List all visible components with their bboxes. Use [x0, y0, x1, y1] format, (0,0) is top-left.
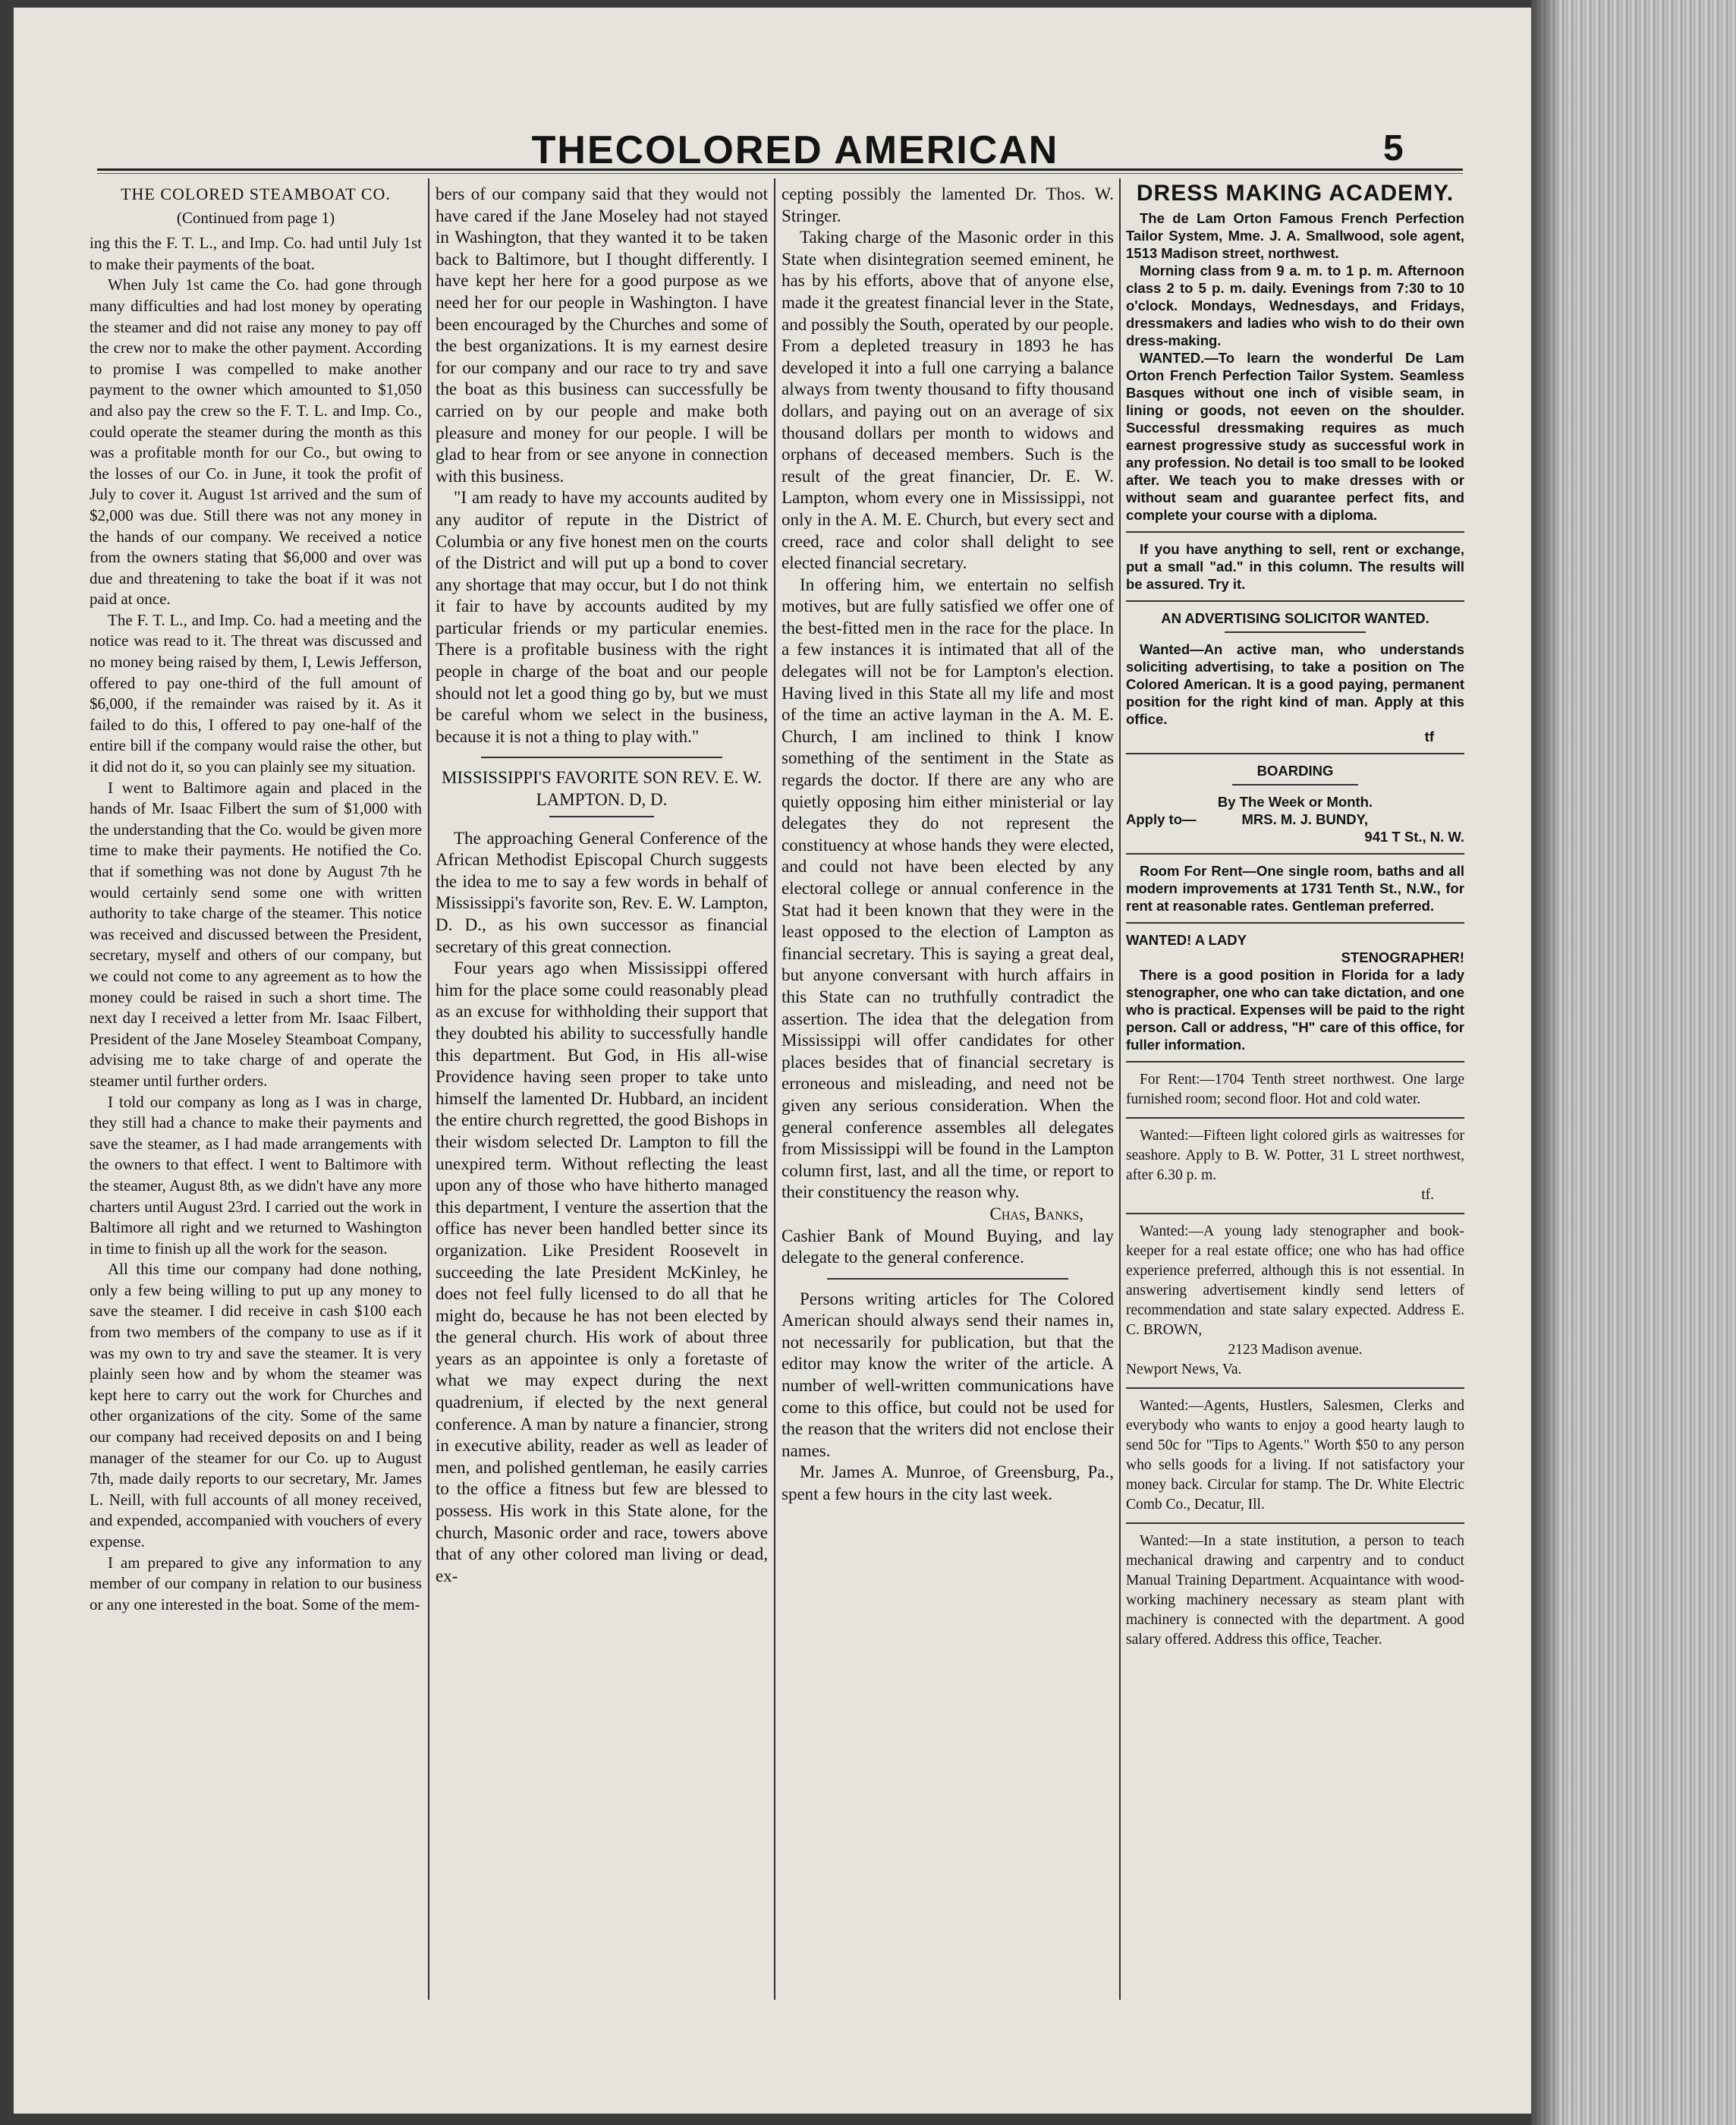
masthead-rule	[97, 168, 1463, 171]
ad-text: Wanted:—A young lady stenographer and book-keeper for a real estate office; one who has had office experience preferred, although this is not essential. In answering advertisement kindly send letters of recommendation and state salary expected. Address E. C. BROWN,	[1126, 1223, 1464, 1338]
ad-text: 2123 Madison avenue.	[1228, 1342, 1363, 1358]
divider	[1126, 600, 1464, 602]
paragraph: Mr. James A. Munroe, of Greensburg, Pa., spent a few hours in the city last week.	[782, 1462, 1114, 1504]
column-3	[782, 184, 1114, 1998]
divider	[1126, 753, 1464, 754]
paragraph: When July 1st came the Co. had gone through many difficulties and had lost money by operating the steamer and did not raise any money to pay off the crew nor to make the other payment. According to promise I was compelled to make another payment to the owner which amounted to $1,050 and also pay the crew so the F. T. L. and Imp. Co., could operate the steamer during the month as this was a profitable month for our Co., but owing to the losses of our Co. in June, it took the profit of July to cover it. August 1st arrived and the sum of $2,000 was due. Still there was not any money in the hands of our company. We received a notice from the owners stating that $6,000 and over was due and threatening to take the boat if it was not paid at once.	[90, 275, 422, 609]
book-gutter-shadow	[1531, 0, 1561, 2125]
page-number: 5	[1383, 128, 1404, 168]
ad-tag: tf.	[1421, 1187, 1434, 1203]
column-divider-3	[1119, 178, 1121, 2000]
dress-academy-title: DRESS MAKING ACADEMY.	[1136, 184, 1455, 206]
divider	[549, 816, 654, 817]
continued-note: (Continued from page 1)	[176, 208, 335, 227]
steamboat-heading: THE COLORED STEAMBOAT CO.	[121, 184, 391, 203]
ad-text: Wanted:—In a state institution, a person to teach mechanical drawing and carpentry and to conduct Manual Training Department. Acquaintance with wood-working machinery necessary as steam plant with machinery is connected with the department. A good salary offered. Address this office, Teacher.	[1126, 1533, 1464, 1648]
column-4-ads	[1126, 184, 1464, 1998]
ad-text: There is a good position in Florida for a lady stenographer, one who can take dictation, and one who is practical. Expenses will be paid to the right person. Call or address, "H" care of this office, for fuller information.	[1126, 967, 1464, 1053]
paragraph: In offering him, we entertain no selfish motives, but are fully satisfied we offer one of the best-fitted men in the race for the place. In a few instances it is intimated that all of the delegates will not be for Lampton's election. Having lived in this State all my life and most of the time an active layman in the A. M. E. Church, I am inclined to think I know something of the sentiment in the State as regards the doctor. If there are any who are quietly opposing him either ministerial or lay delegates they do not represent the constituency at whose hands they were elected, and could not have been elected by any electoral college or annual conference in the Stat had it been known that they were in the least opposed to the election of Lampton as financial secretary. This is saying a great deal, but anyone conversant with hurch affairs in this State can no truthfully contradict the assertion. The idea that the delegation from Mississippi will offer candidates for other places besides that of financial secretary is erroneous and misleading, and need not be given any serious consideration. When the general conference assembles all delegates from Mississippi will be found in the Lampton column first, last, and all the time, or report to their constituency the reason why.	[782, 575, 1114, 1202]
ad-text: Wanted—An active man, who understands soliciting advertising, to take a position on The Colored American. It is a good paying, permanent position for the right kind of man. Apply at this office.	[1126, 641, 1464, 727]
paragraph: "I am ready to have my accounts audited by any auditor of repute in the District of Columbia or any five honest men on the courts of the District and will put up a bond to cover any shortage that may occur, but I do not think it fair to have by accounts audited by my particular friends or my particular enemies. There is a profitable business with the right people in charge of the boat and our people should not let a good thing go by, but we must be careful whom we select in the business, because it is not a thing to play with."	[436, 488, 768, 746]
ad-text: Morning class from 9 a. m. to 1 p. m. Afternoon class 2 to 5 p. m. daily. Evenings from 7:30 to 10 o'clock. Mondays, Wednesdays, and Fridays, dressmakers and ladies who wish to do their own dress-making.	[1126, 263, 1464, 348]
divider	[1126, 531, 1464, 533]
lampton-heading: MISSISSIPPI'S FAVORITE SON REV. E. W. LAMPTON. D, D.	[441, 768, 763, 810]
ad-text: WANTED! A LADY	[1126, 932, 1247, 948]
paragraph: ing this the F. T. L., and Imp. Co. had until July 1st to make their payments of the boat.	[90, 234, 422, 273]
ad-text: Apply to—	[1126, 811, 1197, 827]
paragraph: The F. T. L., and Imp. Co. had a meeting and the notice was read to it. The threat was discussed and no money being raised by them, I, Lewis Jefferson, offered to pay one-third of the full amount of $6,000, if the remainder was raised by it. As it failed to do this, I offered to pay one-half of the entire bill if the company would raise the other, but it did not do it, so you can plainly see my situation.	[90, 610, 422, 776]
signature-title: Cashier Bank of Mound Buying, and lay delegate to the general conference.	[782, 1226, 1114, 1267]
divider	[1126, 1387, 1464, 1389]
ad-tag: tf	[1424, 729, 1434, 745]
divider	[1126, 1522, 1464, 1524]
ad-text: WANTED.—To learn the wonderful De Lam Orton French Perfection Tailor System. Seamless Basques without one inch of visible seam, in lining or goods, not eeven on the shoulder. Successful dressmaking requires as much earnest progressive study as successful work in any profession. No detail is too small to be looked after. We teach you to make dresses with or without seam and guarantee perfect fits, and complete your course with a diploma.	[1126, 350, 1464, 523]
divider	[1126, 853, 1464, 855]
column-divider-2	[774, 178, 775, 2000]
divider	[481, 757, 722, 758]
divider	[1126, 1061, 1464, 1062]
ad-text: If you have anything to sell, rent or exchange, put a small "ad." in this column. The results will be assured. Try it.	[1126, 541, 1464, 592]
newspaper-page	[14, 8, 1531, 2114]
divider	[827, 1278, 1068, 1280]
masthead-title: THECOLORED AMERICAN	[531, 128, 1059, 172]
divider	[1126, 922, 1464, 924]
divider	[1232, 784, 1358, 785]
ad-text: For Rent:—1704 Tenth street northwest. One large furnished room; second floor. Hot and cold water.	[1126, 1072, 1464, 1107]
ad-text	[1126, 811, 1464, 828]
boarding-title: BOARDING	[1256, 763, 1334, 779]
ad-text: Room For Rent—One single room, baths and all modern improvements at 1731 Tenth St., N.W., for rent at reasonable rates. Gentleman preferred.	[1126, 863, 1464, 914]
column-2	[436, 184, 768, 1998]
paragraph: Four years ago when Mississippi offered him for the place some could reasonably plead as an excuse for withholding their support that they doubted his ability to successfully handle this department. But God, in His all-wise Providence having seen proper to take unto himself the lamented Dr. Hubbard, an incident the entire church regretted, the good Bishops in their wisdom selected Dr. Lampton to fill the unexpired term. Without reflecting the least upon any of those who have hitherto managed this department, I venture the assertion that the office has never been handled better since its organization. Like President Roosevelt in succeeding the late President McKinley, he does not feel fully licensed to do all that he might do, because he has not been elected by the general church. His work of about three years as an appointee is only a foretaste of what we may expect during the next quadrenium, if elected by the next general conference. A man by nature a financier, strong in executive ability, reader as well as leader of men, and polished gentleman, he easily carries to the office a fitness but few are blessed to possess. His work in this State alone, for the church, Masonic order and race, towers above that of any other colored man living or dead, ex-	[436, 959, 768, 1585]
solicitor-title: AN ADVERTISING SOLICITOR WANTED.	[1161, 610, 1429, 626]
paragraph: I am prepared to give any information to any member of our company in relation to our business or any one interested in the boat. Some of the mem-	[90, 1553, 422, 1613]
divider	[1126, 1117, 1464, 1119]
book-page-edges	[1531, 0, 1736, 2125]
paragraph: bers of our company said that they would not have cared if the Jane Moseley had not stayed in Washington, that they wanted it to be taken back to Baltimore, but I thought differently. I have kept her here for a good purpose as we need her for our people in Washington. I have been encouraged by the Churches and some of the best organizations. It is my earnest desire for our company and our race to try and save the boat as this business can successfully be carried on by our people and make both pleasure and money for our people. I will be glad to hear from or see anyone in connection with this business.	[436, 184, 768, 486]
ad-text: Newport News, Va.	[1126, 1362, 1242, 1377]
ad-text: STENOGRAPHER!	[1341, 949, 1464, 965]
masthead-rule-thin	[97, 173, 1463, 174]
ad-text: Wanted:—Agents, Hustlers, Salesmen, Clerks and everybody who wants to enjoy a good hearty laugh to send 50c for "Tips to Agents." Worth $50 to any person who sells goods for a living. If not satisfactory your money back. Circular for stamp. The Dr. White Electric Comb Co., Decatur, Ill.	[1126, 1398, 1464, 1513]
divider	[1126, 1213, 1464, 1214]
column-divider-1	[428, 178, 429, 2000]
ad-text: 941 T St., N. W.	[1364, 829, 1464, 845]
ad-text: The de Lam Orton Famous French Perfection Tailor System, Mme. J. A. Smallwood, sole agent, 1513 Madison street, northwest.	[1126, 210, 1464, 261]
paragraph: cepting possibly the lamented Dr. Thos. W. Stringer.	[782, 184, 1114, 225]
ad-text: Wanted:—Fifteen light colored girls as waitresses for seashore. Apply to B. W. Potter, 31 L street northwest, after 6.30 p. m.	[1126, 1128, 1464, 1183]
ad-text: MRS. M. J. BUNDY,	[1241, 811, 1369, 827]
paragraph: Persons writing articles for The Colored American should always send their names in, not necessarily for publication, but that the editor may know the writer of the article. A number of well-written communications have come to this office, but could not be used for the reason that the writers did not enclose their names.	[782, 1289, 1114, 1460]
paragraph: All this time our company had done nothing, only a few being willing to put up any money to save the steamer. I did receive in cash $100 each from two members of the company to use as if it was my own to try and save the steamer. It is very plainly seen how and by whom the steamer was kept here to carry out the work for Churches and other organizations of the city. Some of the same our company had received deposits on and I being manager of the steamer for our Co. up to August 7th, made daily reports to our secretary, Mr. James L. Neill, with full accounts of all money received, and expended, accompanied with vouchers of every expense.	[90, 1260, 422, 1550]
paragraph: The approaching General Conference of the African Methodist Episcopal Church suggests the idea to me to say a few words in behalf of Mississippi's favorite son, Rev. E. W. Lampton, D. D., as his own successor as financial secretary of this great connection.	[436, 828, 768, 956]
paragraph: Taking charge of the Masonic order in this State when disintegration seemed eminent, he has by his efforts, above that of anyone else, made it the greatest financial lever in the State, and possibly the South, operated by our people. From a depleted treasury in 1893 he has developed it into a full one carrying a balance always from twenty thousand to fifty thousand dollars, and paying out on an average of six thousand dollars per month to widows and orphans of deceased members. Such is the result of the great financier, Dr. E. W. Lampton, whom every one in Mississippi, not only in the A. M. E. Church, but every sect and creed, race and color shall delight to see elected financial secretary.	[782, 228, 1114, 573]
column-1	[90, 184, 422, 1998]
paragraph: I told our company as long as I was in charge, they still had a chance to make their payments and save the steamer, as I had made arrangements with the owners to that effect. I went to Baltimore with the steamer, August 8th, as we didn't have any more charters until August 23rd. I carried out the work in Baltimore all right and we returned to Washington in time to finish up all the work for the season.	[90, 1092, 422, 1258]
signature: Chas, Banks,	[989, 1204, 1083, 1223]
paragraph: I went to Baltimore again and placed in the hands of Mr. Isaac Filbert the sum of $1,000 with the understanding that the Co. would be given more time to make their payments. He notified the Co. that if something was not done by August 7th he would certainly send some one with written authority to take charge of the steamer. This notice was received and discussed between the President, secretary, myself and others of our company, but we could not come to any agreement as to how the money could be raised in such a short time. The next day I received a letter from Mr. Isaac Filbert, President of the Jane Moseley Steamboat Company, advising me to take charge of and operate the steamer until further orders.	[90, 778, 422, 1090]
ad-text: By The Week or Month.	[1217, 794, 1373, 810]
divider	[1225, 631, 1366, 633]
